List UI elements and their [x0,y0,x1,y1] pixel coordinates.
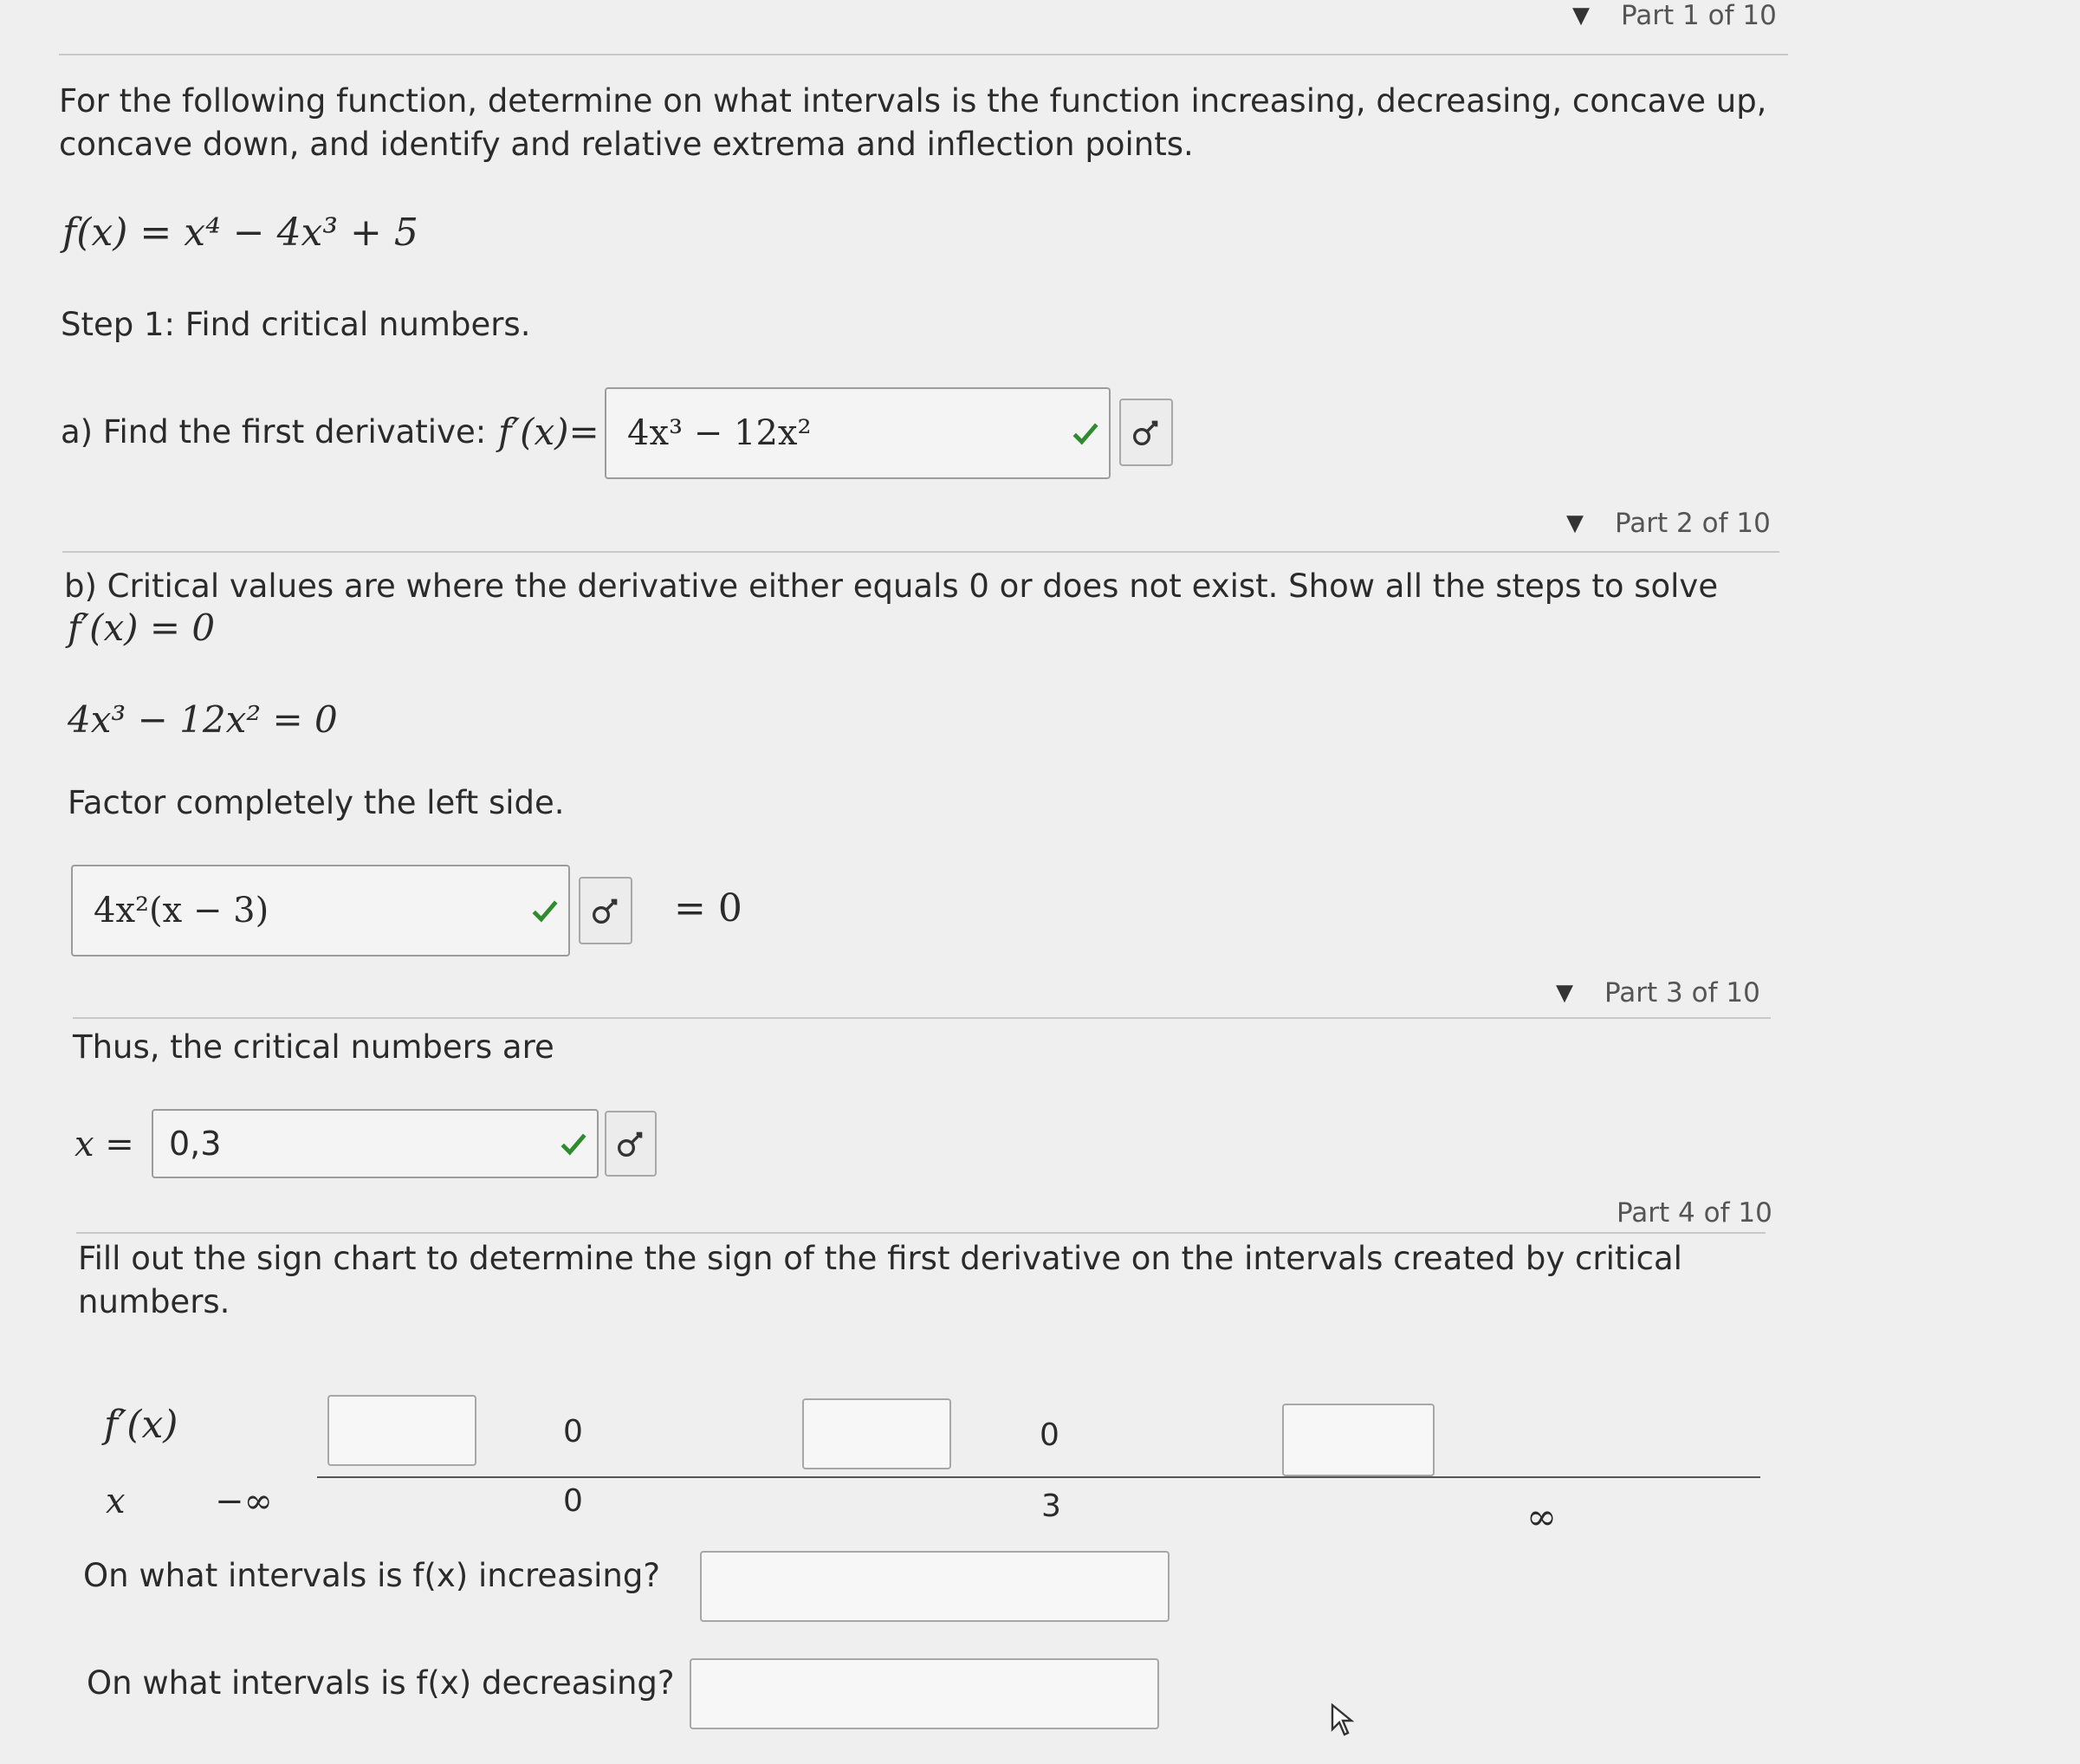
factor-answer-value: 4x²(x − 3) [94,891,269,931]
part-1-header[interactable]: ▼ Part 1 of 10 [1572,0,1777,31]
check-icon [559,1129,588,1158]
sign-chart-prompt: Fill out the sign chart to determine the sign of the first derivative on the intervals created by critical numbers. [78,1240,1682,1320]
sign-chart-x-label: x [106,1482,126,1521]
function-definition: f(x) = x⁴ − 4x³ + 5 [62,211,418,255]
divider [62,551,1779,553]
critical-numbers-field[interactable] [152,1109,599,1178]
cursor-icon [1331,1703,1358,1738]
derivative-equation: 4x³ − 12x² = 0 [68,698,338,741]
decreasing-question: On what intervals is f(x) decreasing? [87,1664,675,1702]
increasing-intervals-input[interactable] [700,1551,1170,1622]
factor-prompt: Factor completely the left side. [68,784,565,821]
sign-input-interval-2[interactable] [802,1398,951,1469]
critical-numbers-prompt: Thus, the critical numbers are [73,1028,554,1066]
answer-key-button[interactable] [579,877,632,944]
x-critical-0: 0 [563,1483,583,1519]
sign-input-interval-3[interactable] [1282,1404,1435,1476]
key-icon [613,1126,648,1161]
step-1-title: Step 1: Find critical numbers. [61,306,531,343]
decreasing-intervals-input[interactable] [690,1658,1159,1729]
triangle-down-icon[interactable]: ▼ [1566,510,1584,536]
x-pos-infinity: ∞ [1526,1495,1557,1538]
fprime-at-0: 0 [563,1414,583,1449]
divider [73,1017,1771,1019]
triangle-down-icon[interactable]: ▼ [1572,3,1590,29]
factor-answer-field[interactable] [71,865,570,957]
derivative-answer-field[interactable] [605,387,1111,479]
increasing-question: On what intervals is f(x) increasing? [83,1557,660,1594]
equals-zero: = 0 [674,886,742,931]
x-critical-3: 3 [1041,1488,1061,1524]
answer-key-button[interactable] [1119,399,1173,466]
check-icon [1071,418,1100,448]
part-a-prompt: a) Find the first derivative: [61,413,487,451]
number-line [317,1476,1760,1478]
key-icon [588,893,623,928]
part-b-prompt: b) Critical values are where the derivative either equals 0 or does not exist. Show all the steps to solve [64,567,1719,605]
sign-input-interval-1[interactable] [327,1395,476,1466]
divider [59,54,1788,55]
triangle-down-icon[interactable]: ▼ [1556,980,1573,1006]
fprime-equals-zero: f′(x) = 0 [68,606,216,649]
fprime-at-3: 0 [1040,1417,1059,1453]
fprime-label: f′(x)= [498,411,599,453]
answer-key-button[interactable] [605,1111,657,1177]
part-4-header[interactable]: Part 4 of 10 [1617,1197,1772,1229]
key-icon [1129,415,1163,450]
intro-text: For the following function, determine on what intervals is the function increasing, decreasing, concave up, concave down, and identify and relative extrema and inflection points. [59,82,1767,163]
part-3-header[interactable]: ▼ Part 3 of 10 [1556,977,1760,1008]
sign-chart-fprime-label: f′(x) [104,1403,178,1447]
x-neg-infinity: −∞ [215,1482,273,1521]
check-icon [530,896,560,925]
x-equals-label: x = [75,1125,134,1164]
part-2-header[interactable]: ▼ Part 2 of 10 [1566,508,1771,539]
divider [76,1232,1766,1234]
derivative-answer-value: 4x³ − 12x² [627,413,812,453]
critical-numbers-value: 0,3 [169,1125,222,1163]
